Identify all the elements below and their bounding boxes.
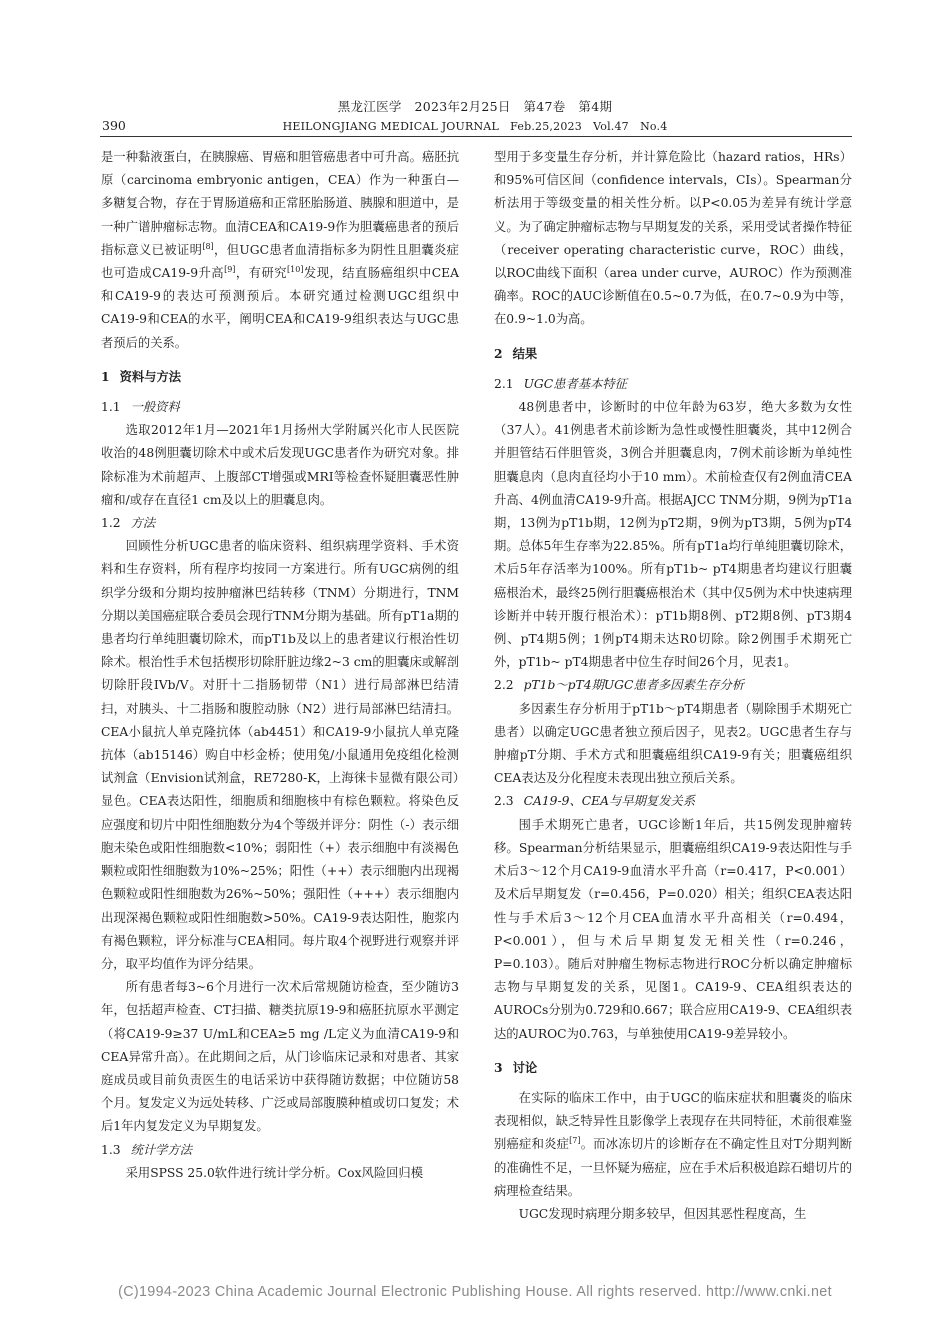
- subsection-number: 1.3: [101, 1142, 121, 1157]
- paragraph-statistics: 采用SPSS 25.0软件进行统计学分析。Cox风险回归模: [125, 1165, 424, 1180]
- paragraph-method: 回顾性分析UGC患者的临床资料、组织病理学资料、手术资料和生存资料，所有程序均按同一方案进行。所有UGC病例的组织学分级和分期均按肿瘤淋巴结转移（TNM）分期进行，TNM分期以美国癌症联合委员会现行TNM分期为基础。所有pT1a期的患者均行单纯胆囊切除术，而pT1b及以上的患者建议行根治性切除术。根治性手术包括楔形切除肝脏边缘2~3 cm的胆囊床或解剖切除肝段IVb/V。对肝十二指肠韧带（N1）进行局部淋巴结清扫，对胰头、十二指肠和腹腔动脉（N2）进行局部淋巴结清扫。CEA小鼠抗人单克隆抗体（ab4451）和CA19-9小鼠抗人单克隆抗体（ab15146）购自中杉金桥；使用兔/小鼠通用免疫组化检测试剂盒（Envision试剂盒，RE7280-K，上海徕卡显微有限公司）显色。CEA表达阳性，细胞质和细胞核中有棕色颗粒。将染色反应强度和切片中阳性细胞数分为4个等级并评分：阴性（-）表示细胞未染色或阳性细胞数<10%；弱阳性（+）表示细胞中有淡褐色颗粒或阳性细胞数为10%~25%；阳性（++）表示细胞内出现褐色颗粒或阳性细胞数为26%~50%；强阳性（+++）表示细胞内出现深褐色颗粒或阳性细胞数>50%。CA19-9表达阳性，胞浆内有褐色颗粒，评分标准与CEA相同。每片取4个视野进行观察并评分，取平均值作为评分结果。: [101, 539, 459, 971]
- copyright-footer: (C)1994-2023 China Academic Journal Electronic Publishing House. All rights reserved. http://www.cnki.net: [118, 1284, 832, 1300]
- paragraph-statistics-continued: 型用于多变量生存分析，并计算危险比（hazard ratios，HRs）和95%可信区间（confidence intervals，CIs）。Spearman分析法用于等级变量的相关性分析。以P<0.05为差异有统计学意义。为了确定肿瘤标志物与早期复发的关系，采用受试者操作特征（receiver operating characteristic curve，ROC）曲线，以ROC曲线下面积（area under curve，AUROC）作为预测准确率。ROC的AUC诊断值在0.5~0.7为低，在0.7~0.9为中等，在0.9~1.0为高。: [494, 150, 852, 327]
- right-column: [494, 146, 852, 1226]
- subsection-title: CA19-9、CEA与早期复发关系: [523, 794, 696, 809]
- section-heading-discussion: [494, 1056, 852, 1079]
- subsection-heading-method: [101, 512, 459, 535]
- paragraph-multivariate: 多因素生存分析用于pT1b～pT4期患者（剔除围手术期死亡患者）以确定UGC患者独立预后因子，见表2。UGC患者生存与肿瘤pT分期、手术方式和胆囊癌组织CA19-9有关；胆囊癌组织CEA表达及分化程度未表现出独立预后关系。: [494, 701, 852, 786]
- citation: [10]: [287, 264, 304, 274]
- section-number: 2: [494, 345, 503, 361]
- subsection-title: pT1b～pT4期UGC患者多因素生存分析: [523, 678, 745, 693]
- section-heading-results: [494, 342, 852, 365]
- text-run: ，但UGC患者血清指标多为阴性且胆囊炎症也可造成CA19-9升高: [101, 242, 459, 281]
- subsection-title: 方法: [130, 516, 156, 531]
- subsection-number: 2.1: [494, 376, 514, 391]
- section-title: 讨论: [512, 1059, 538, 1075]
- subsection-title: 一般资料: [130, 400, 180, 415]
- subsection-heading-statistics: [101, 1139, 459, 1162]
- text-run: 发现，结直肠癌组织中CEA和CA19-9的表达可预测预后。本研究通过检测UGC组织中CA19-9和CEA的水平，阐明CEA和CA19-9组织表达与UGC患者预后的关系。: [101, 266, 459, 350]
- subsection-heading-general: [101, 396, 459, 419]
- section-title: 结果: [512, 345, 538, 361]
- subsection-heading-multivariate: [494, 674, 852, 697]
- citation: [9]: [224, 264, 236, 274]
- text-run: ，有研究: [235, 266, 288, 281]
- paragraph-discussion-2: UGC发现时病理分期多较早，但因其恶性程度高，生: [518, 1206, 807, 1221]
- subsection-number: 2.3: [494, 794, 514, 809]
- header-divider: [100, 136, 852, 137]
- paragraph-baseline: 48例患者中，诊断时的中位年龄为63岁，绝大多数为女性（37人）。41例患者术前诊断为急性或慢性胆囊炎，其中12例合并胆管结石伴胆管炎，3例合并胆囊息肉，7例术前诊断为单纯性胆囊息肉（息肉直径均小于10 mm）。术前检查仅有2例血清CEA升高、4例血清CA19-9升高。根据AJCC TNM分期，9例为pT1a期，13例为pT1b期，12例为pT2期，9例为pT3期，5例为pT4期。总体5年生存率为22.85%。所有pT1a均行单纯胆囊切除术，术后5年存活率为100%。所有pT1b~ pT4期患者均建议行胆囊癌根治术，最终25例行胆囊癌根治术（其中仅5例为术中快速病理诊断并中转开腹行根治术）：pT1b期8例、pT2期8例、pT3期4例、pT4期5例；1例pT4期未达R0切除。除2例围手术期死亡外，pT1b~ pT4期患者中位生存时间26个月，见表1。: [494, 400, 852, 670]
- citation: [8]: [202, 241, 214, 251]
- paragraph-recurrence: 围手术期死亡患者，UGC诊断1年后，共15例发现肿瘤转移。Spearman分析结果显示，胆囊癌组织CA19-9表达阳性与手术后3～12个月CA19-9血清水平升高（r=0.417，P<0.001）及术后早期复发（r=0.456，P=0.020）相关；组织CEA表达阳性与手术后3～12个月CEA血清水平升高相关（r=0.494，P<0.001），但与术后早期复发无相关性（r=0.246，P=0.103）。随后对肿瘤生物标志物进行ROC分析以确定肿瘤标志物与早期复发的关系，见图1。CA19-9、CEA组织表达的AUROCs分别为0.729和0.667；联合应用CA19-9、CEA组织表达的AUROC为0.763，与单独使用CA19-9差异较小。: [494, 817, 852, 1041]
- section-heading-methods: [101, 365, 459, 388]
- paragraph-discussion-1: [494, 1087, 852, 1203]
- subsection-number: 2.2: [494, 678, 514, 693]
- citation: [7]: [569, 1136, 581, 1146]
- subsection-heading-baseline: [494, 373, 852, 396]
- text-run: 是一种黏液蛋白，在胰腺癌、胃癌和胆管癌患者中可升高。癌胚抗原（carcinoma embryonic antigen，CEA）作为一种蛋白—多糖复合物，存在于胃肠道癌和正常胚胎肠道、胰腺和胆道中，是一种广谱肿瘤标志物。血清CEA和CA19-9作为胆囊癌患者的预后指标意义已被证明: [101, 150, 459, 257]
- journal-header-en: HEILONGJIANG MEDICAL JOURNAL Feb.25,2023 Vol.47 No.4: [282, 120, 668, 133]
- paragraph-followup: 所有患者每3~6个月进行一次术后常规随访检查，至少随访3年，包括超声检查、CT扫描、糖类抗原19-9和癌胚抗原水平测定（将CA19-9≥37 U/mL和CEA≥5 mg /L定义为血清CA19-9和CEA异常升高）。在此期间之后，从门诊临床记录和对患者、其家庭成员或目前负责医生的电话采访中获得随访数据；中位随访58个月。复发定义为远处转移、广泛或局部腹膜种植或切口复发；术后1年内复发定义为早期复发。: [101, 980, 459, 1134]
- subsection-heading-recurrence: [494, 790, 852, 813]
- text-run: 。而冰冻切片的诊断存在不确定性且对T分期判断的准确性不足，一旦怀疑为癌症，应在手术后积极追踪石蜡切片的病理检查结果。: [494, 1137, 852, 1198]
- journal-header-cn: 黑龙江医学 2023年2月25日 第47卷 第4期: [337, 99, 613, 114]
- section-number: 3: [494, 1059, 503, 1075]
- text-run: 在实际的临床工作中，由于UGC的临床症状和胆囊炎的临床表现相似，缺乏特异性且影像学上表现存在共同特征，术前很难鉴别癌症和炎症: [494, 1090, 852, 1152]
- subsection-number: 1.1: [101, 400, 121, 415]
- paragraph-general-data: 选取2012年1月—2021年1月扬州大学附属兴化市人民医院收治的48例胆囊切除术中或术后发现UGC患者作为研究对象。排除标准为术前超声、上腹部CT增强或MRI等检查怀疑胆囊恶性肿瘤和/或存在直径1 cm及以上的胆囊息肉。: [101, 423, 459, 507]
- subsection-number: 1.2: [101, 516, 121, 531]
- page-number: 390: [102, 118, 126, 133]
- left-column: [101, 146, 459, 1185]
- subsection-title: UGC患者基本特征: [523, 376, 627, 391]
- section-title: 资料与方法: [119, 368, 182, 384]
- subsection-title: 统计学方法: [130, 1142, 193, 1157]
- section-number: 1: [101, 368, 110, 384]
- paragraph-intro-continued: [101, 146, 459, 355]
